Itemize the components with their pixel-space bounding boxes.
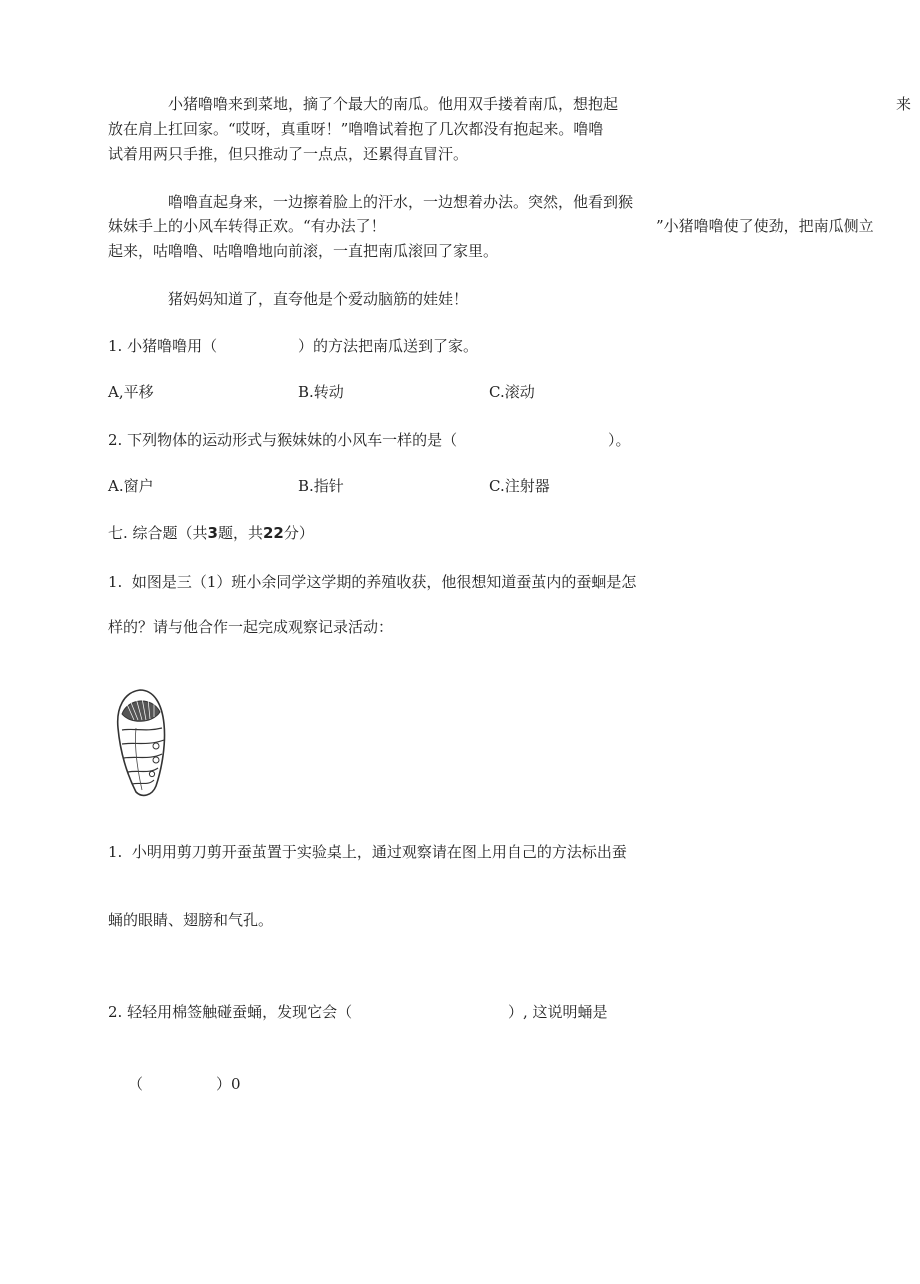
problem1-sub2-blank-close: ）0 (216, 1075, 241, 1093)
story-p3: 猪妈妈知道了，直夸他是个爱动脑筋的娃娃！ (168, 290, 469, 308)
q2-option-c: C.注射器 (489, 477, 550, 495)
problem1-sub1-line2: 蛹的眼睛、翅膀和气孔。 (108, 911, 274, 929)
q2-stem-start: 2. 下列物体的运动形式与猴妹妹的小风车一样的是（ (108, 431, 458, 449)
q2-option-a: A.窗户 (108, 477, 154, 495)
q2-option-b: B.指针 (298, 477, 344, 495)
section-title-a: 七. 综合题（共 (108, 524, 208, 542)
problem1-intro-line2: 样的？请与他合作一起完成观察记录活动： (108, 618, 394, 636)
section-title (108, 523, 314, 543)
story-p1-line1: 小猪噜噜来到菜地，摘了个最大的南瓜。他用双手搂着南瓜，想抱起 (168, 95, 619, 113)
problem1-intro-line1: 1. 如图是三（1）班小余同学这学期的养殖收获，他很想知道蚕茧内的蚕蛔是怎 (108, 573, 637, 591)
story-p1-line1-tail: 来 (896, 95, 912, 113)
section-title-b: 题，共 (217, 524, 263, 542)
story-p2-line2b: ”小猪噜噜使了使劲，把南瓜侧立 (656, 217, 874, 235)
story-p1-line3: 试着用两只手推，但只推动了一点点，还累得直冒汗。 (108, 145, 469, 163)
problem1-sub1-line1: 1. 小明用剪刀剪开蚕茧置于实验桌上，通过观察请在图上用自己的方法标出蚕 (108, 843, 627, 861)
q1-stem-start: 1. 小猪噜噜用（ (108, 337, 218, 355)
q1-option-b: B.转动 (298, 383, 344, 401)
section-title-count: 3 (207, 524, 218, 542)
story-p1-line2: 放在肩上扛回家。“哎呀，真重呀！”噜噜试着抱了几次都没有抱起来。噜噜 (108, 120, 604, 138)
problem1-sub2-start: 2. 轻轻用棉签触碰蚕蛹，发现它会（ (108, 1003, 353, 1021)
story-p2-line1: 噜噜直起身来，一边擦着脸上的汗水，一边想着办法。突然，他看到猴 (168, 193, 634, 211)
q1-option-c: C.滚动 (489, 383, 535, 401)
silkworm-pupa-illustration (112, 688, 168, 798)
section-title-score: 22 (263, 524, 284, 542)
q1-stem-end: ）的方法把南瓜送到了家。 (298, 337, 479, 355)
section-title-c: 分） (283, 524, 314, 542)
q1-option-a: A,平移 (108, 383, 154, 401)
story-p2-line3: 起来，咕噜噜、咕噜噜地向前滚，一直把南瓜滚回了家里。 (108, 242, 499, 260)
problem1-sub2-end: ）, 这说明蛹是 (508, 1003, 608, 1021)
story-p2-line2a: 妹妹手上的小风车转得正欢。“有办法了！ (108, 217, 386, 235)
q2-stem-end: ）。 (608, 431, 631, 449)
problem1-sub2-blank-open: （ (128, 1075, 144, 1093)
